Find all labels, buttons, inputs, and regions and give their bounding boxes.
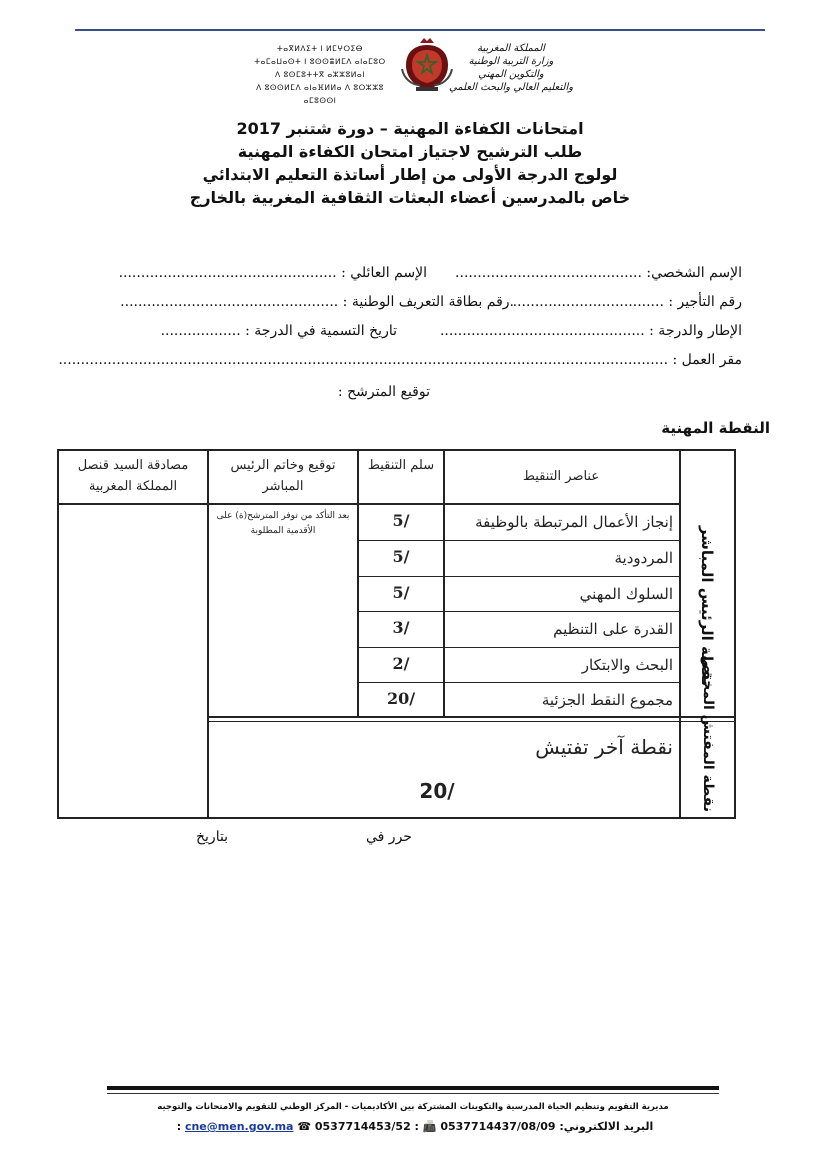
table-rule [357,611,679,612]
workplace-field[interactable]: مقر العمل : ......................................................................................................................................... [58,352,742,368]
president-score-vertical-title: نقطة الرئيس المباشر [698,525,716,687]
table-rule [679,449,681,819]
field-row [58,352,742,381]
coat-of-arms-icon [398,35,456,93]
header-elements: عناصر التنقيط [522,469,600,484]
header-consul: مصادقة السيد قنصل المملكة المغربية [77,458,189,494]
grading-row-score: /5 [392,547,410,566]
grading-row-score: /2 [392,654,410,673]
ministry-line: المملكة المغربية [477,43,545,54]
cin-field[interactable]: .رقم بطاقة التعريف الوطنية : ................................................. [120,294,514,310]
table-border [57,449,736,451]
appointment-date-field[interactable]: تاريخ التسمية في الدرجة : .................. [160,323,397,339]
grading-row-score: /3 [392,618,410,637]
grading-row-score: /5 [392,583,410,602]
title-line: طلب الترشيح لاجتياز امتحان الكفاءة المهنية [237,142,583,161]
email-label: البريد الالكتروني: [559,1120,654,1133]
email-link[interactable]: cne@men.gov.ma [184,1120,294,1133]
ministry-line-tifinagh: ⵜⴰⴳⵍⴷⵉⵜ ⵏ ⵍⵎⵖⵔⵉⴱ [277,44,363,53]
date-label: بتاريخ [196,829,229,845]
table-border [57,817,736,819]
table-border [734,449,736,819]
table-rule [57,503,679,505]
first-name-field[interactable]: الإسم الشخصي: .......................................... [455,265,742,281]
grading-row-score: /5 [392,511,410,530]
grading-row-label: إنجاز الأعمال المرتبطة بالوظيفة [475,513,673,531]
fax-icon: 📠 [422,1120,437,1133]
place-label: حرر في [366,829,412,845]
ministry-line: والتعليم العالي والبحث العلمي [448,82,574,93]
ministry-line-tifinagh: ⴷ ⵓⵙⵎⵓⵜⵜⴳ ⴰⵣⵣⵓⵍⴰⵏ [275,70,365,79]
grade-field[interactable]: الإطار والدرجة : .............................................. [439,323,742,339]
grading-row-score: /20 [386,689,416,708]
table-rule [207,721,736,722]
table-rule [357,576,679,577]
last-name-field[interactable]: الإسم العائلي : ................................................. [118,265,427,281]
header-president-sign: توقيع وخاتم الرئيس المباشر [230,458,336,494]
grading-table [57,449,736,819]
candidate-signature-label: توقيع المترشح : [337,384,430,400]
grading-row-label: المردودية [614,549,673,567]
field-row [118,265,742,294]
ministry-line: والتكوين المهني [478,69,544,80]
ministry-name-tifinagh [240,42,400,107]
ministry-line-tifinagh: ⵜⴰⵎⴰⵡⴰⵙⵜ ⵏ ⵓⵙⵙⴻⵍⵎⴷ ⴰⵏⴰⵎⵓⵔ [254,57,386,66]
inspector-score-vertical-title: نقطة المفتش المختص [700,655,716,812]
grading-row-label: البحث والابتكار [581,656,673,674]
table-rule [357,540,679,541]
section-title: النقطة المهنية [661,419,770,437]
footer-contacts [150,1120,680,1133]
title-line: لولوج الدرجة الأولى من إطار أساتذة التعليم الابتدائي [202,165,618,184]
title-line: امتحانات الكفاءة المهنية – دورة شتنبر 2017 [236,119,584,138]
field-row [120,294,742,323]
top-rule [75,29,765,31]
ministry-line-tifinagh: ⴷ ⵓⵙⵙⵍⵎⴷ ⴰⵏⴰⴼⵍⵍⴰ ⴷ ⵓⵔⵣⵣⵓ ⴰⵎⵓⵙⵙⵏ [256,83,384,105]
last-inspection-score: /20 [419,779,455,803]
ministry-line: وزارة التربية الوطنية [468,56,554,67]
title-line: خاص بالمدرسين أعضاء البعثات الثقافية المغربية بالخارج [189,188,631,207]
grading-row-label: القدرة على التنظيم [553,620,673,638]
table-rule [357,682,679,683]
candidate-fields [58,265,742,381]
table-rule [207,716,736,718]
ppr-field[interactable]: رقم التأجير : .................................. [512,294,742,310]
table-rule [357,647,679,648]
fax-number: 0537714437/08/09 : [176,1120,556,1133]
footer-rule [107,1086,719,1090]
last-inspection-label: نقطة آخر تفتيش [535,735,673,759]
footer-directorate: مديرية التقويم وتنظيم الحياة المدرسية والتكوينات المشتركة بين الأكاديميات - المركز الوطني للتقويم والامتحانات والتوجيه [157,1102,669,1112]
phone-number: 0537714453/52 : [314,1120,419,1133]
table-rule [443,449,445,717]
document-titles [150,117,670,209]
footer-rule [107,1093,719,1094]
grading-row-label: مجموع النقط الجزئية [541,691,673,709]
phone-icon: ☎ [297,1120,312,1133]
header-scale: سلم التنقيط [367,458,435,473]
grading-row-label: السلوك المهني [579,585,673,603]
president-note: بعد التأكد من توفر المترشح(ة) على الأقدمية المطلوبة [216,511,350,536]
field-row [130,323,742,352]
